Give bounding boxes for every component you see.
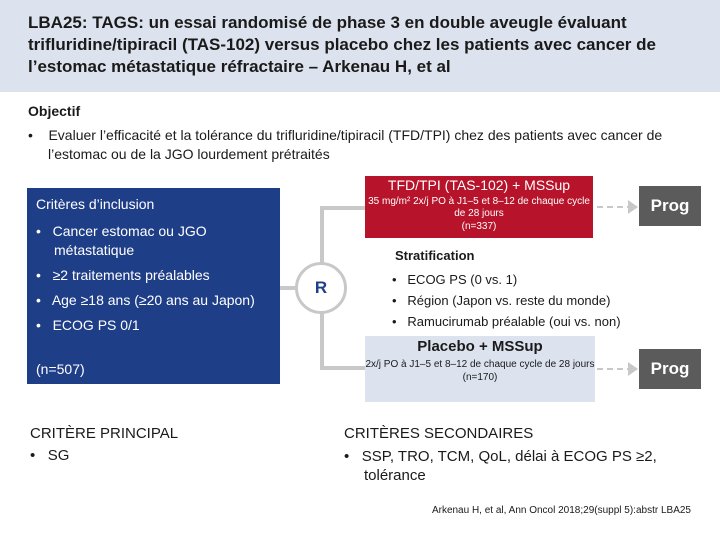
list-item: • Région (Japon vs. reste du monde) [392,293,611,308]
inclusion-list [36,222,276,341]
stratification-item: ECOG PS (0 vs. 1) [407,272,518,287]
list-item: • Cancer estomac ou JGO métastatique [36,223,207,258]
secondary-endpoint-item: SSP, TRO, TCM, QoL, délai à ECOG PS ≥2, tolérance [361,448,657,484]
inclusion-criteria-box [27,188,280,384]
secondary-endpoints-list [344,447,704,485]
secondary-endpoints-heading: CRITÈRES SECONDAIRES [344,425,534,442]
inclusion-item: ECOG PS 0/1 [52,317,140,333]
list-item: • ≥2 traitements préalables [36,267,210,283]
inclusion-n: (n=507) [36,361,85,377]
list-item: • ECOG PS (0 vs. 1) [392,272,518,287]
bullet: • [28,127,33,143]
progression-box-bottom: Prog [639,349,701,389]
objective-body: Evaluer l’efficacité et la tolérance du trifluridine/tipiracil (TFD/TPI) chez des patients avec cancer de l’estomac ou de la JGO lourdement prétraités [48,127,663,162]
objective-heading: Objectif [28,103,81,119]
arm-dose: 35 mg/m² 2x/j PO à J1–5 et 8–12 de chaque cycle de 28 jours [368,196,590,219]
stratification-item: Région (Japon vs. reste du monde) [407,293,611,308]
branch-line-top-h [320,206,366,210]
citation: Arkenau H, et al, Ann Oncol 2018;29(suppl 5):abstr LBA25 [431,505,691,516]
arrowhead-right-icon [628,200,638,214]
stratification-list [392,269,692,332]
branch-line-bottom [320,313,324,370]
list-item: • Age ≥18 ans (≥20 ans au Japon) [36,292,255,308]
arm-title: Placebo + MSSup [417,338,543,355]
inclusion-title: Critères d’inclusion [36,196,155,212]
primary-endpoint-list [30,447,69,464]
arm-n: (n=337) [461,221,497,232]
arm-dose: 2x/j PO à J1–5 et 8–12 de chaque cycle de 28 jours [365,359,595,370]
list-item: • SG [30,447,70,464]
primary-endpoint-item: SG [47,447,70,464]
inclusion-item: Cancer estomac ou JGO métastatique [52,223,207,258]
objective-text [28,126,698,164]
primary-endpoint-heading: CRITÈRE PRINCIPAL [30,425,179,442]
branch-line-top [320,206,324,263]
inclusion-item: ≥2 traitements préalables [52,267,210,283]
slide-title: LBA25: TAGS: un essai randomisé de phase 3 en double aveugle évaluant trifluridine/tipiracil (TAS-102) versus placebo chez les patients avec cancer de l’estomac métastatique réfractaire – Arkenau H, et al [28,13,656,76]
branch-line-bottom-h [320,366,366,370]
progression-box-top: Prog [639,186,701,226]
list-item: • SSP, TRO, TCM, QoL, délai à ECOG PS ≥2, tolérance [344,448,657,484]
randomization-circle: R [295,262,347,314]
list-item: • Ramucirumab préalable (oui vs. non) [392,314,621,329]
treatment-arm-placebo [365,336,595,402]
arm-title: TFD/TPI (TAS-102) + MSSup [387,177,571,193]
arrow-line [280,286,296,290]
arrowhead-right-icon [628,362,638,376]
inclusion-item: Age ≥18 ans (≥20 ans au Japon) [51,292,255,308]
stratification-item: Ramucirumab préalable (oui vs. non) [407,314,621,329]
treatment-arm-tfd-tpi [365,176,593,238]
list-item: • ECOG PS 0/1 [36,317,140,333]
stratification-title: Stratification [395,248,475,263]
title-band [0,0,720,92]
arm-n: (n=170) [462,372,498,383]
